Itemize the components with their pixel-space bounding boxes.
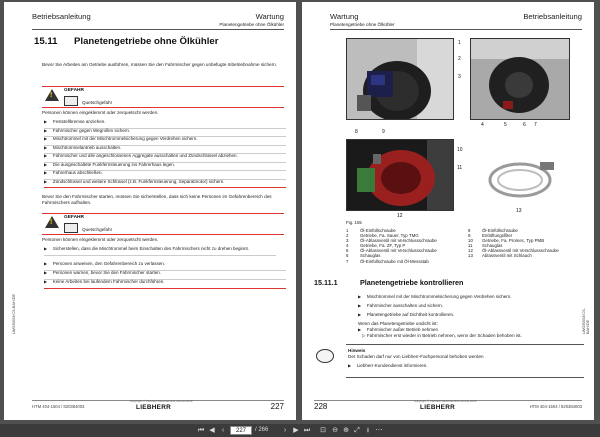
step-item: ▶ Fahrmischer ausschalten und sichern. [358,303,584,312]
step-item: ▶ Planetengetriebe auf Dichtheit kontrollieren. [358,312,584,321]
page-number: 227 [270,402,284,411]
gearbox-illustration [347,39,454,120]
list-item: ▶ Fahrmischer gegen Wegrollen sichern. [44,128,286,138]
crush-hazard-icon [64,223,78,233]
callout-4: 4 [481,122,484,128]
liebherr-logo: LIEBHERR [136,404,172,411]
doc-code: HTM 404-1504 / 820384003 [529,404,582,409]
page-footer [32,400,284,414]
header-sub: Planetengetriebe ohne Ölkühler [219,22,284,27]
condition-text: Wenn das Planetengetriebe undicht ist: [358,321,438,326]
gearbox-illustration [471,39,570,120]
photo-zf-gearbox [470,38,570,120]
warning-triangle-icon [45,89,59,101]
legend-item: 7 Öl-Einfüllschraube mit Öl-Messstab [346,258,429,264]
warning-triangle-icon [45,216,59,228]
download-icon[interactable]: ⭳ [366,427,370,434]
callout-12: 12 [397,213,403,219]
condition-item: ▶ Fahrmischer außer Betrieb nehmen [358,327,584,336]
more-icon[interactable]: ⋯ [375,427,383,434]
hose-illustration [480,152,566,204]
intro-text: Bevor Sie Arbeiten am Getriebe ausführen, müssen Sie den Fahrmischer gegen unbefugte Inbetriebnahme sichern. [42,62,277,67]
list-item: ▶ Mischtrommelantrieb ausschalten. [44,145,286,155]
zoom-out-icon[interactable]: ⊖ [332,427,338,434]
viewer-toolbar [0,424,600,437]
hazard-desc: Personen können eingeklemmt oder zerquetscht werden. [42,237,159,242]
list-item: ▶ Die ausgeschaltete Funkfernsteuerung ins Fahrerhaus legen. [44,162,286,172]
side-doc-code: LWG/B003/CS-BAH/DE [12,293,16,334]
legend-item: 12 Öl-Ablassventil mit Verschlussschraube [468,248,559,254]
callout-13: 13 [516,208,522,214]
legend-item: 4 Getriebe, Fa. ZF, Typ P [346,243,406,249]
legend-item: 3 Öl-Ablassventil mit Verschlussschraube [346,238,437,244]
next-icon[interactable]: › [283,427,287,434]
last-page-icon[interactable]: ⏭ [303,427,311,434]
hint-box [346,344,584,378]
page-228 [302,2,594,420]
legend-item: 9 Entlüftungsfilter [468,233,513,239]
callout-6: 6 [523,122,526,128]
callout-9: 9 [382,129,385,135]
hazard-text: Quetschgefahr [82,100,113,105]
page-input[interactable]: 227 [230,426,252,435]
list-item: ▶ Personen anweisen, den Gefahrenbereich zu verlassen. [44,261,286,271]
photo-sauer-gearbox [346,38,454,120]
callout-1: 1 [458,40,461,46]
warning-label: GEFAHR [64,88,84,93]
list-item: ▶ Fahrmischer und alle angeschlossenen Aggregate ausschalten und Zündschlüssel abziehen. [44,153,286,163]
callout-10: 10 [457,147,463,153]
legend-item: 13 Ablassventil mit Schlauch [468,253,532,259]
warning-box-2 [42,213,284,235]
legend-item: 11 Schauglas [468,243,503,249]
prev-icon[interactable]: ‹ [221,427,225,434]
subsection-number: 15.11.1 [314,278,338,287]
warning-box-1 [42,86,284,108]
next-page-icon[interactable]: ▶ [293,427,299,434]
page-footer [314,400,582,414]
page-total: / 266 [255,427,269,433]
liebherr-logo: LIEBHERR [420,404,456,411]
header-right: Betriebsanleitung [523,12,582,21]
page-header [32,10,284,30]
condition-result-text: Fahrmischer erst wieder in Betrieb nehmen, wenn der Schaden behoben ist. [366,333,522,338]
header-sub: Planetengetriebe ohne Ölkühler [330,22,395,27]
header-left: Wartung [330,12,359,21]
first-page-icon[interactable]: ⏮ [197,427,205,434]
legend-item: 10 Getriebe, Fa. Promec, Typ PMB [468,238,545,244]
list-item: ▶ Keine Arbeiten bei laufendem Fahrmischer durchführen. [44,279,286,289]
callout-3: 3 [458,74,461,80]
page-227 [4,2,296,420]
list-item: ▶ Personen warnen, bevor Sie den Fahrmischer starten. [44,270,286,280]
header-right: Wartung [255,12,284,21]
photo-promec-gearbox [346,139,454,211]
copyright: copyright © Liebherr-Mischtechnik GmbH 2018 [130,399,193,403]
subsection-title [314,278,463,287]
result-arrow-icon: ▷ [362,333,367,338]
section-title-text: Planetengetriebe ohne Ölkühler [74,36,219,47]
legend-item: 5 Öl-Ablassventil mit Verschlussschraube [346,248,437,254]
page-number: 228 [314,402,328,411]
callout-2: 2 [458,56,461,62]
page-header [330,10,582,30]
legend-item: 6 Schauglas [346,253,381,259]
hazard-text: Quetschgefahr [82,227,113,232]
fullscreen-icon[interactable]: ⤢ [354,427,360,434]
section-number: 15.11 [34,36,58,47]
legend-item: 2 Getriebe, Fa. Sauer, Typ TMG [346,233,419,239]
callout-11: 11 [457,165,463,171]
callout-5: 5 [504,122,507,128]
legend-left [346,228,486,264]
zoom-in-icon[interactable]: ⊕ [343,427,349,434]
prev-page-icon[interactable]: ◀ [209,427,215,434]
info-hand-icon [316,349,334,363]
hint-label: Hinweis [348,348,366,353]
list-item: ▶ Feststellbremse anziehen. [44,119,286,129]
hazard-desc: Personen können eingeklemmt oder zerquetscht werden. [42,110,159,115]
list-item: ▶ Mischtrommel mit der Mischtrommelsicherung gegen Verdrehen sichern. [44,136,286,146]
condition-result [362,333,522,339]
list-item: ▶ Fahrerhaus abschließen. [44,170,286,180]
subsection-title-text: Planetengetriebe kontrollieren [360,278,464,287]
fit-page-icon[interactable]: ⊡ [320,427,326,434]
photo-drain-hose [480,152,566,204]
crush-hazard-icon [64,96,78,106]
legend-right [468,228,588,259]
gearbox-illustration [347,140,454,211]
section-title [34,36,218,47]
callout-7: 7 [534,122,537,128]
legend-item: 1 Öl-Einfüllschraube [346,228,396,233]
copyright: copyright © Liebherr-Mischtechnik GmbH 2018 [414,399,477,403]
step-item: ▶ Mischtrommel mit der Mischtrommelsicherung gegen Verdrehen sichern. [358,294,584,303]
list-item: ▶ Sicherstellen, dass die Mischtrommel beim Einschalten des Fahrmischers nicht zu drehen beginnt. [44,246,276,256]
doc-code: HTM 404-1504 / 820384003 [32,404,85,409]
legend-item: 8 Öl-Einfüllschraube [468,228,518,233]
hint-item: ▶ Liebherr-Kundendienst informieren. [348,363,568,372]
list-item: ▶ Zündschlüssel und weitere Schlüssel (z.B. Funkfernsteuerung, Separatmotor) sichern. [44,179,286,189]
header-left: Betriebsanleitung [32,12,91,21]
mid-text: Bevor Sie den Fahrmischer starten, müssen Sie sicherstellen, dass sich keine Personen im Gefahrenbereich des Fahrmischers aufhalten. [42,194,272,205]
hint-text: Der Schaden darf nur von Liebherr-Fachpersonal behoben werden [348,354,484,359]
figure-label: Fig. 155 [346,220,362,225]
callout-8: 8 [355,129,358,135]
side-doc-code: LWG/B003/CS-BAH/DE [582,308,590,334]
warning-label: GEFAHR [64,215,84,220]
